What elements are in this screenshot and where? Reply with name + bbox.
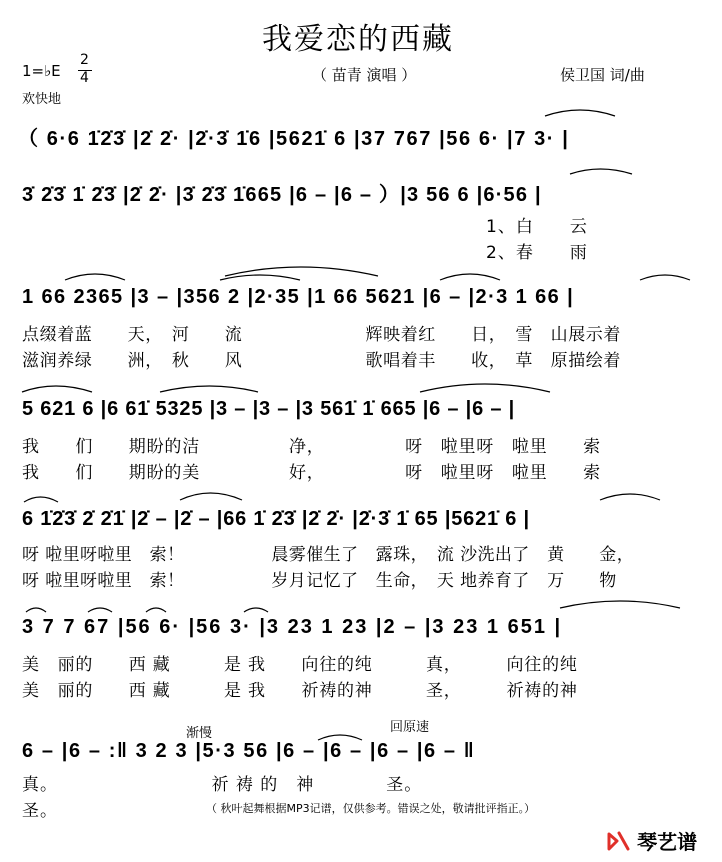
system-1-notes: （ 6·6 1̇2̇3̇ |2̇ 2̇· |2̇·3̇ 1̇6 |5621̇ 6 |37 767 |56 6· |7 3· | xyxy=(18,128,570,150)
system-7-lyric-2: 圣。 xyxy=(22,801,58,821)
system-5-notes: 6 1̇2̇3̇ 2̇ 2̇1̇ |2̇ – |2̇ – |66 1̇ 2̇3̇ |2̇ 2̇· |2̇·3̇ 1̇ 65 |5621̇ 6 | xyxy=(22,508,530,530)
time-signature-top: 2 xyxy=(80,52,89,68)
system-4-lyric-1: 我 们 期盼的洁 净， 呀 啦里呀 啦里 索 xyxy=(22,437,601,457)
composer: 侯卫国 词/曲 xyxy=(560,66,645,84)
system-3-lyric-2: 滋润养绿 洲， 秋 风 歌唱着丰 收， 草 原描绘着 xyxy=(22,351,621,371)
system-7-notes: 6 – |6 – :‖ 3 2 3 |5·3 56 |6 – |6 – |6 – |6 – ‖ xyxy=(22,740,476,762)
system-4-lyric-2: 我 们 期盼的美 好， 呀 啦里呀 啦里 索 xyxy=(22,463,601,483)
system-6-notes: 3 7 7 67 |56 6· |56 3· |3 23 1 23 |2 – |3 23 1 651 | xyxy=(22,616,563,638)
system-5-lyric-1: 呀 啦里呀啦里 索！ 晨雾催生了 露珠， 流 沙洗出了 黄 金， xyxy=(22,545,635,565)
system-6-lyric-2: 美 丽的 西 藏 是 我 祈祷的神 圣， 祈祷的神 xyxy=(22,681,578,701)
system-4-notes: 5 621 6 |6 61̇ 5325 |3 – |3 – |3 561̇ 1̇ 665 |6 – |6 – | xyxy=(22,398,516,420)
page-title: 我爱恋的西藏 xyxy=(262,22,454,57)
logo-text: 琴艺谱 xyxy=(637,830,698,854)
system-6-lyric-1: 美 丽的 西 藏 是 我 向往的纯 真， 向往的纯 xyxy=(22,655,578,675)
verse-1-start: 1、白 云 xyxy=(486,217,588,237)
system-3-notes: 1 66 2365 |3 – |356 2 |2·35 |1 66 5621 |6 – |2·3 1 66 | xyxy=(22,286,575,308)
singer: （ 苗青 演唱 ） xyxy=(312,66,417,84)
ritardando-mark: 渐慢 xyxy=(186,726,213,741)
time-signature-bottom: 4 xyxy=(80,70,89,86)
system-7-lyric-1: 真。 祈 祷 的 神 圣。 xyxy=(22,775,423,795)
verse-2-start: 2、春 雨 xyxy=(486,243,588,263)
system-2-notes: 3̇ 2̇3̇ 1̇ 2̇3̇ |2̇ 2̇· |3̇ 2̇3̇ 1̇665 |6 – |6 – ）|3 56 6 |6·56 | xyxy=(22,184,542,206)
system-5-lyric-2: 呀 啦里呀啦里 索！ 岁月记忆了 生命， 天 地养育了 万 物 xyxy=(22,571,617,591)
key-signature: 1=♭E xyxy=(22,62,61,80)
a-tempo-mark: 回原速 xyxy=(390,720,430,735)
transcriber-note: （ 秋叶起舞根据MP3记谱，仅供参考。错误之处，敬请批评指正。） xyxy=(206,802,536,815)
tempo-mark: 欢快地 xyxy=(22,92,62,107)
system-3-lyric-1: 点缀着蓝 天， 河 流 辉映着红 日， 雪 山展示着 xyxy=(22,325,621,345)
